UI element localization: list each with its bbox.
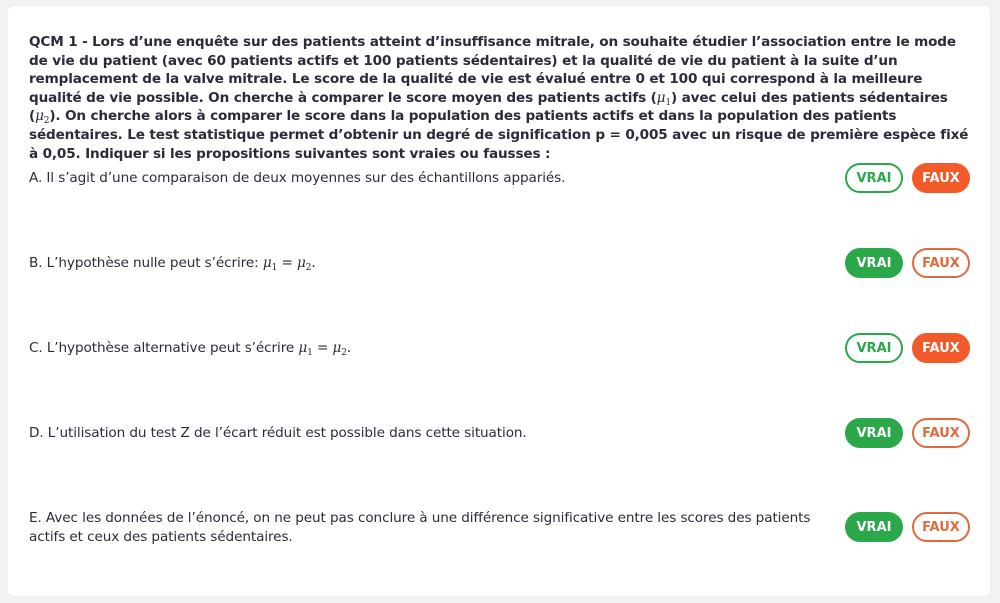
question-label: QCM 1 (29, 34, 78, 50)
proposition-d (29, 418, 989, 458)
proposition-e-faux-button[interactable]: FAUX (912, 512, 970, 542)
math-mu2: $\mu_2$ (35, 108, 50, 127)
question-text: ) avec celui des patients sédentaires ( (29, 89, 948, 125)
proposition-a-faux-button[interactable]: FAUX (912, 163, 970, 193)
proposition-c-vrai-button[interactable]: VRAI (845, 333, 903, 363)
proposition-e-vrai-button[interactable]: VRAI (845, 512, 903, 542)
proposition-e (29, 512, 989, 552)
proposition-c-text: C. L’hypothèse alternative peut s’écrire $\mu_1 = \mu_2$. (29, 340, 352, 358)
proposition-d-vrai-button[interactable]: VRAI (845, 418, 903, 448)
math-null-hypothesis: $\mu_1 = \mu_2$. (262, 255, 316, 273)
proposition-b-faux-button[interactable]: FAUX (912, 248, 970, 278)
proposition-a (29, 163, 989, 203)
proposition-a-text: A. Il s’agit d’une comparaison de deux moyennes sur des échantillons appariés. (29, 170, 566, 186)
math-alternative-hypothesis: $\mu_1 = \mu_2$. (298, 340, 352, 358)
proposition-b-text: B. L’hypothèse nulle peut s’écrire: $\mu_1 = \mu_2$. (29, 255, 316, 273)
proposition-c-faux-button[interactable]: FAUX (912, 333, 970, 363)
proposition-d-text: D. L’utilisation du test Z de l’écart réduit est possible dans cette situation. (29, 425, 527, 441)
question-card (8, 6, 990, 596)
proposition-d-faux-button[interactable]: FAUX (912, 418, 970, 448)
proposition-b (29, 248, 989, 288)
question-statement (29, 33, 974, 163)
proposition-e-text: E. Avec les données de l’énoncé, on ne peut pas conclure à une différence significative entre les scores des patients actifs et ceux des patients sédentaires. (29, 510, 811, 545)
proposition-b-vrai-button[interactable]: VRAI (845, 248, 903, 278)
question-text: ). On cherche alors à comparer le score dans la population des patients actifs et dans la population des patients sédentaires. Le test statistique permet d’obtenir un degré de signification p = 0,005 avec un risque de première espèce fixé à 0,05. Indiquer si les propositions suivantes sont vraies ou fausses : (29, 108, 969, 162)
proposition-c (29, 333, 989, 373)
proposition-a-vrai-button[interactable]: VRAI (845, 163, 903, 193)
math-mu1: $\mu_1$ (656, 89, 671, 108)
question-text: - Lors d’une enquête sur des patients atteint d’insuffisance mitrale, on souhaite étudier l’association entre le mode de vie du patient (avec 60 patients actifs et 100 patients sédentaires) et la qualité de vie du patient à la suite d’un remplacement de la valve mitrale. Le score de la qualité de vie est évalué entre 0 et 100 qui correspond à la meilleure qualité de vie possible. On cherche à comparer le score moyen des patients actifs ( (29, 34, 956, 106)
